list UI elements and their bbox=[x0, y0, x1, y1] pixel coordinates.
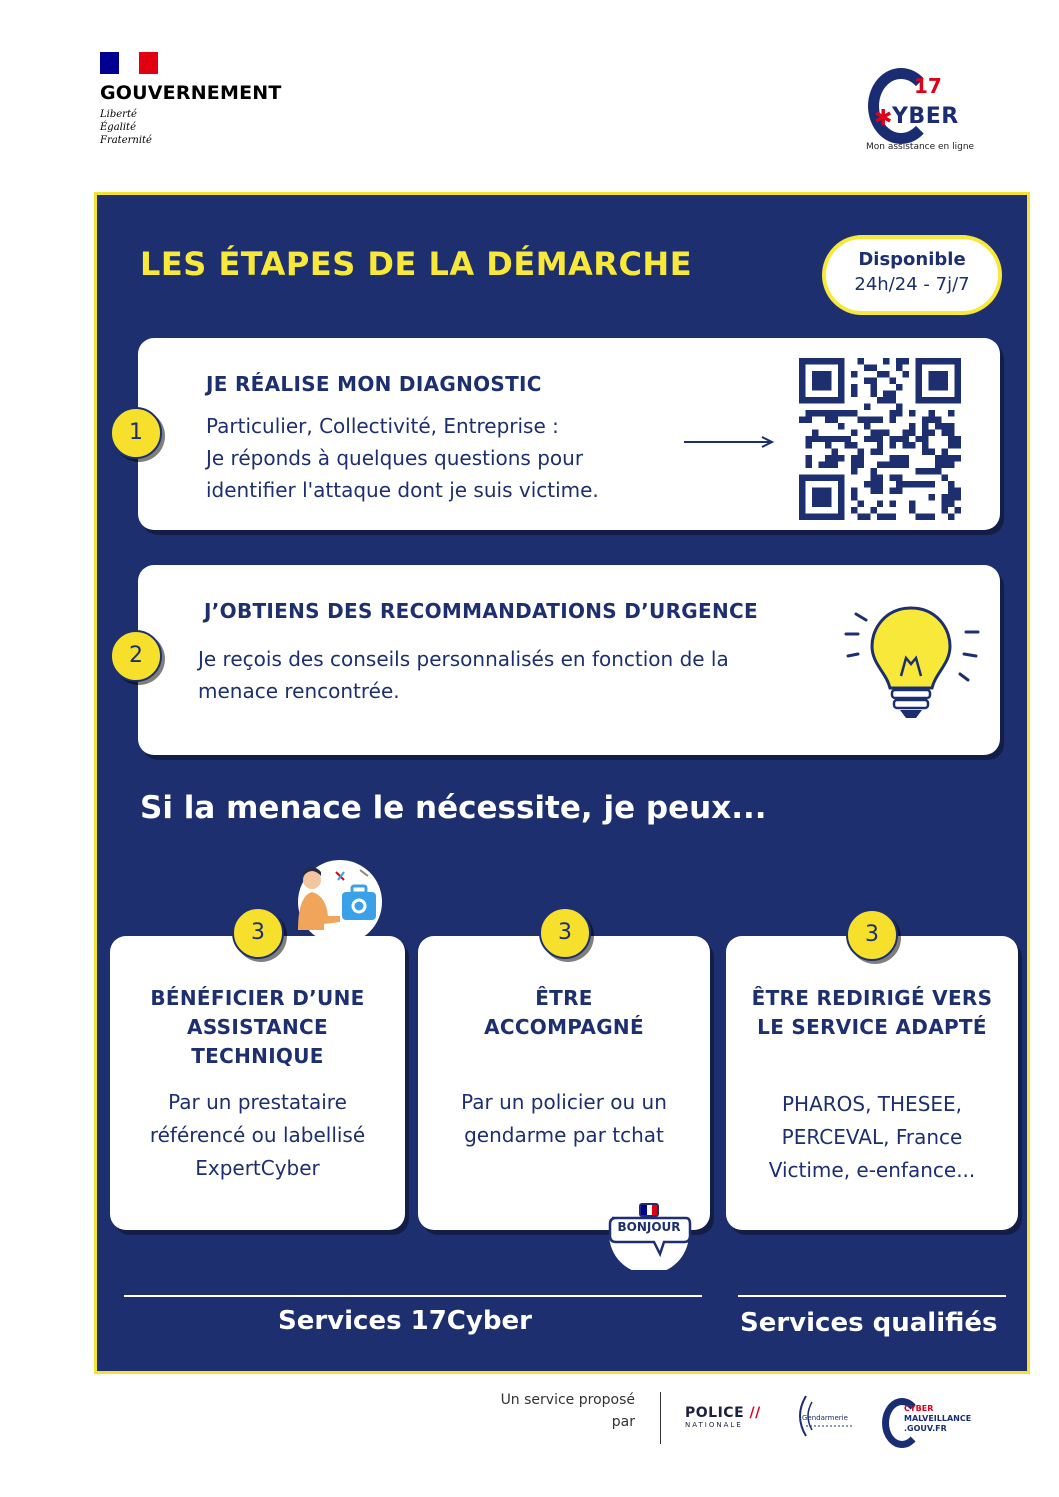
option-card-accompaniment bbox=[418, 936, 710, 1230]
step-number-badge: 1 bbox=[110, 407, 162, 459]
divider-line bbox=[738, 1295, 1006, 1297]
svg-text:Gendarmerie: Gendarmerie bbox=[802, 1414, 848, 1422]
chat-bubble-icon bbox=[604, 1196, 694, 1270]
bonjour-label: BONJOUR bbox=[617, 1220, 681, 1234]
step-title: JE RÉALISE MON DIAGNOSTIC bbox=[206, 372, 542, 396]
option-number-badge: 3 bbox=[846, 909, 898, 961]
services-qualifies-label: Services qualifiés bbox=[740, 1308, 998, 1338]
option-text: Par un prestataire référencé ou labellisé ExpertCyber bbox=[149, 1090, 366, 1180]
option-title: BÉNÉFICIER D’UNE ASSISTANCE TECHNIQUE bbox=[150, 986, 365, 1068]
option-number-badge: 3 bbox=[539, 907, 591, 959]
gov-title: GOUVERNEMENT bbox=[100, 82, 282, 104]
cybermalveillance-logo: CYBER MALVEILLANCE .GOUV.FR bbox=[882, 1396, 982, 1446]
option-text: PHAROS, THESEE, PERCEVAL, France Victime, e-enfance... bbox=[768, 1092, 976, 1182]
byline-text: Un service proposé par bbox=[500, 1392, 635, 1430]
section-subtitle: Si la menace le nécessite, je peux... bbox=[140, 790, 767, 826]
police-nationale-logo: POLICE // NATIONALE bbox=[685, 1405, 761, 1429]
option-title: ÊTRE REDIRIGÉ VERS LE SERVICE ADAPTÉ bbox=[751, 986, 993, 1039]
services-17cyber-label: Services 17Cyber bbox=[278, 1306, 532, 1336]
option-card-redirection bbox=[726, 936, 1018, 1230]
divider-line bbox=[124, 1295, 702, 1297]
lightbulb-icon bbox=[836, 598, 986, 728]
17cyber-logo: 17 ✱ YBER Mon assistance en ligne bbox=[862, 62, 992, 158]
arrow-right-icon bbox=[684, 436, 776, 448]
government-logo bbox=[100, 52, 320, 147]
step-title: J’OBTIENS DES RECOMMANDATIONS D’URGENCE bbox=[204, 599, 758, 623]
logo-subtitle: Mon assistance en ligne bbox=[866, 142, 975, 152]
step-text: Je reçois des conseils personnalisés en fonction de la menace rencontrée. bbox=[198, 647, 729, 703]
marianne-flag-icon bbox=[100, 52, 158, 74]
option-card-assistance bbox=[110, 936, 405, 1230]
qr-code-icon[interactable] bbox=[798, 358, 962, 520]
gov-motto: Liberté Égalité Fraternité bbox=[100, 109, 152, 146]
partner-separator bbox=[660, 1392, 661, 1444]
gendarmerie-logo bbox=[792, 1392, 860, 1440]
option-text: Par un policier ou un gendarme par tchat bbox=[461, 1090, 667, 1147]
step-number-badge: 2 bbox=[110, 630, 162, 682]
page-title: LES ÉTAPES DE LA DÉMARCHE bbox=[140, 245, 693, 283]
option-number-badge: 3 bbox=[232, 907, 284, 959]
technician-avatar-icon bbox=[288, 858, 392, 944]
availability-badge: Disponible 24h/24 - 7j/7 bbox=[822, 235, 1002, 315]
option-title: ÊTRE ACCOMPAGNÉ bbox=[484, 986, 644, 1039]
step-text: Particulier, Collectivité, Entreprise : Je réponds à quelques questions pour identifier l'attaque dont je suis victime. bbox=[206, 414, 599, 502]
